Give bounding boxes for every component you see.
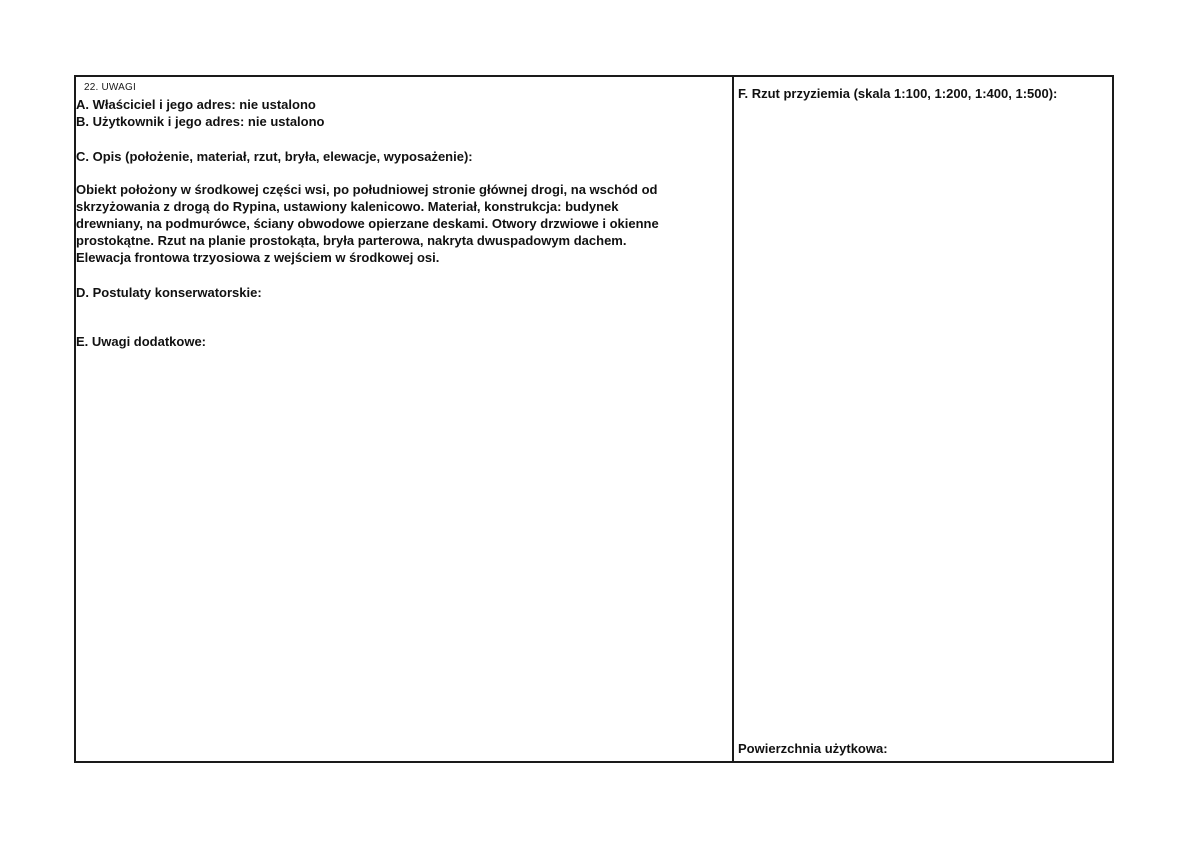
conservation-postulates-heading: D. Postulaty konserwatorskie: xyxy=(76,285,262,300)
description-heading: C. Opis (położenie, materiał, rzut, bryła, elewacje, wyposażenie): xyxy=(76,149,473,164)
description-line: Elewacja frontowa trzyosiowa z wejściem w środkowej osi. xyxy=(76,250,440,265)
owner-line: A. Właściciel i jego adres: nie ustalono xyxy=(76,97,316,112)
description-line: skrzyżowania z drogą do Rypina, ustawiony kalenicowo. Materiał, konstrukcja: budynek xyxy=(76,199,619,214)
ground-plan-heading: F. Rzut przyziemia (skala 1:100, 1:200, 1:400, 1:500): xyxy=(738,86,1058,101)
description-line: prostokątne. Rzut na planie prostokąta, bryła parterowa, nakryta dwuspadowym dachem. xyxy=(76,233,627,248)
description-line: Obiekt położony w środkowej części wsi, po południowej stronie głównej drogi, na wschód od xyxy=(76,182,658,197)
ground-plan-panel xyxy=(734,77,1112,761)
usable-area-label: Powierzchnia użytkowa: xyxy=(738,741,888,756)
additional-remarks-heading: E. Uwagi dodatkowe: xyxy=(76,334,207,349)
user-line: B. Użytkownik i jego adres: nie ustalono xyxy=(76,114,325,129)
description-text xyxy=(76,181,726,266)
remarks-panel xyxy=(76,77,731,761)
section-number: 22. UWAGI xyxy=(84,82,136,93)
record-card-frame xyxy=(74,75,1114,763)
description-line: drewniany, na podmurówce, ściany obwodowe opierzane deskami. Otwory drzwiowe i okienne xyxy=(76,216,659,231)
